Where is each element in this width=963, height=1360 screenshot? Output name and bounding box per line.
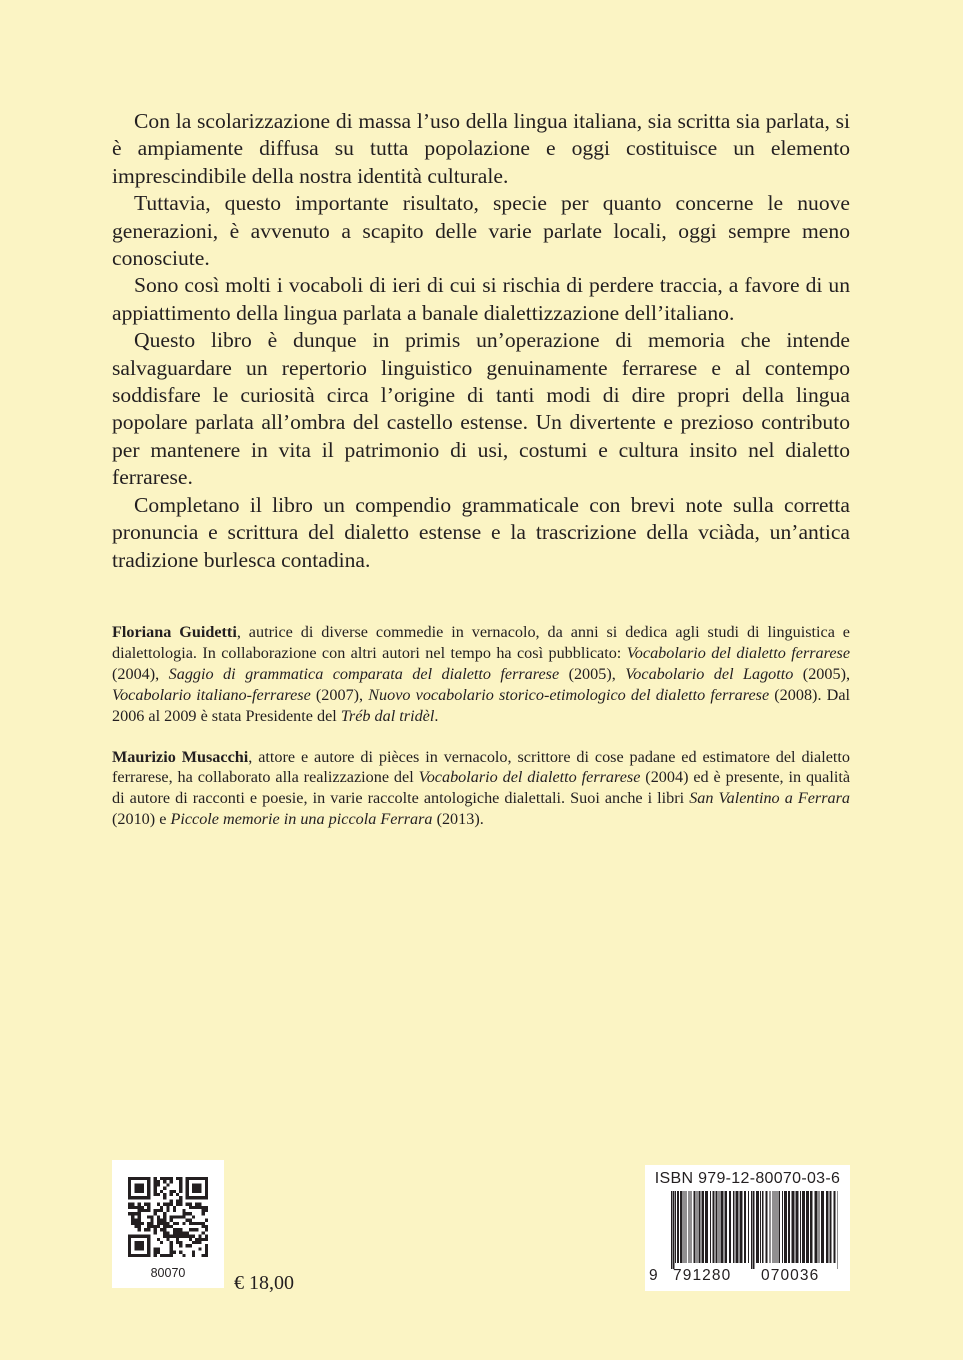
bio-text: (2007), [310, 685, 369, 704]
author-name: Floriana Guidetti [112, 623, 237, 641]
bio-text: (2005), [793, 664, 851, 683]
bio-text: (2008). Dal 2006 al 2009 è stata Presidente del [112, 685, 850, 725]
blurb-paragraph-3: Sono così molti i vocaboli di ieri di cui si rischia di perdere traccia, a favore di un appiattimento della lingua parlata a banale dialettizzazione dell’italiano. [112, 273, 850, 325]
isbn-number: ISBN 979-12-80070-03-6 [654, 1170, 841, 1187]
association-name: Tréb dal tridèl [340, 706, 435, 725]
book-title: Vocabolario del Lagotto [625, 664, 794, 683]
barcode-digits-right: 070036 [761, 1267, 820, 1284]
bio-text: , attore e autore di pièces in vernacolo, scrittore di cose padane ed estimatore del dialetto ferrarese, ha collaborato alla realizzazione del [112, 747, 850, 787]
bio-text: (2004), [112, 664, 169, 683]
qr-code-label [112, 1160, 224, 1288]
bio-text: (2005), [559, 664, 626, 683]
barcode-icon [657, 1191, 838, 1269]
blurb-paragraph-5: Completano il libro un compendio grammaticale con brevi note sulla corretta pronuncia e scrittura del dialetto estense e la trascrizione della vciàda, un’antica tradizione burlesca contadina. [112, 492, 850, 572]
author-bio-guidetti [112, 622, 850, 727]
barcode-digit-first: 9 [649, 1267, 659, 1284]
author-bios [112, 622, 850, 830]
blurb-paragraph-1: Con la scolarizzazione di massa l’uso della lingua italiana, sia scritta sia parlata, si è ampiamente diffusa su tutta popolazione e oggi costituisce un elemento imprescindibile della nostra identità culturale. [112, 109, 850, 188]
qr-code-number: 80070 [150, 1266, 186, 1280]
author-name: Maurizio Musacchi [112, 747, 249, 766]
barcode-digits-left: 791280 [673, 1267, 732, 1284]
book-title: Nuovo vocabolario storico-etimologico del dialetto ferrarese [368, 685, 770, 704]
book-title: Vocabolario del dialetto ferrarese [418, 768, 641, 787]
bio-text: (2004) ed è presente, in qualità di autore di racconti e poesie, in varie raccolte antologiche dialettali. Suoi anche i libri [112, 768, 850, 808]
blurb-paragraph-4: Questo libro è dunque in primis un’operazione di memoria che intende salvaguardare un repertorio linguistico genuinamente ferrarese e al contempo soddisfare le curiosità circa l’origine di tanti modi di dire propri della lingua popolare parlata all’ombra del castello estense. Un divertente e prezioso contributo per mantenere in vita il patrimonio di usi, costumi e cultura insito nel dialetto ferrarese. [112, 328, 850, 490]
bio-text: . [434, 706, 439, 725]
book-title: San Valentino a Ferrara [689, 789, 850, 808]
bio-text: , autrice di diverse commedie in vernacolo, da anni si dedica agli studi di linguistica e dialettologia. In collaborazione con altri autori nel tempo ha così pubblicato: [112, 623, 850, 662]
author-bio-musacchi [112, 747, 850, 831]
book-title: Piccole memorie in una piccola Ferrara [170, 810, 433, 829]
isbn-barcode-label [645, 1165, 850, 1291]
back-cover-blurb [112, 108, 850, 574]
book-title: Vocabolario italiano-ferrarese [112, 685, 311, 704]
bio-text: (2013). [432, 810, 484, 829]
book-title: Saggio di grammatica comparata del dialetto ferrarese [168, 664, 560, 683]
book-title: Vocabolario del dialetto ferrarese [626, 643, 850, 662]
price: € 18,00 [234, 1272, 294, 1294]
qr-code-icon [128, 1177, 208, 1257]
bio-text: (2010) e [112, 810, 171, 829]
blurb-paragraph-2: Tuttavia, questo importante risultato, specie per quanto concerne le nuove generazioni, è avvenuto a scapito delle varie parlate locali, oggi sempre meno conosciute. [112, 191, 850, 271]
